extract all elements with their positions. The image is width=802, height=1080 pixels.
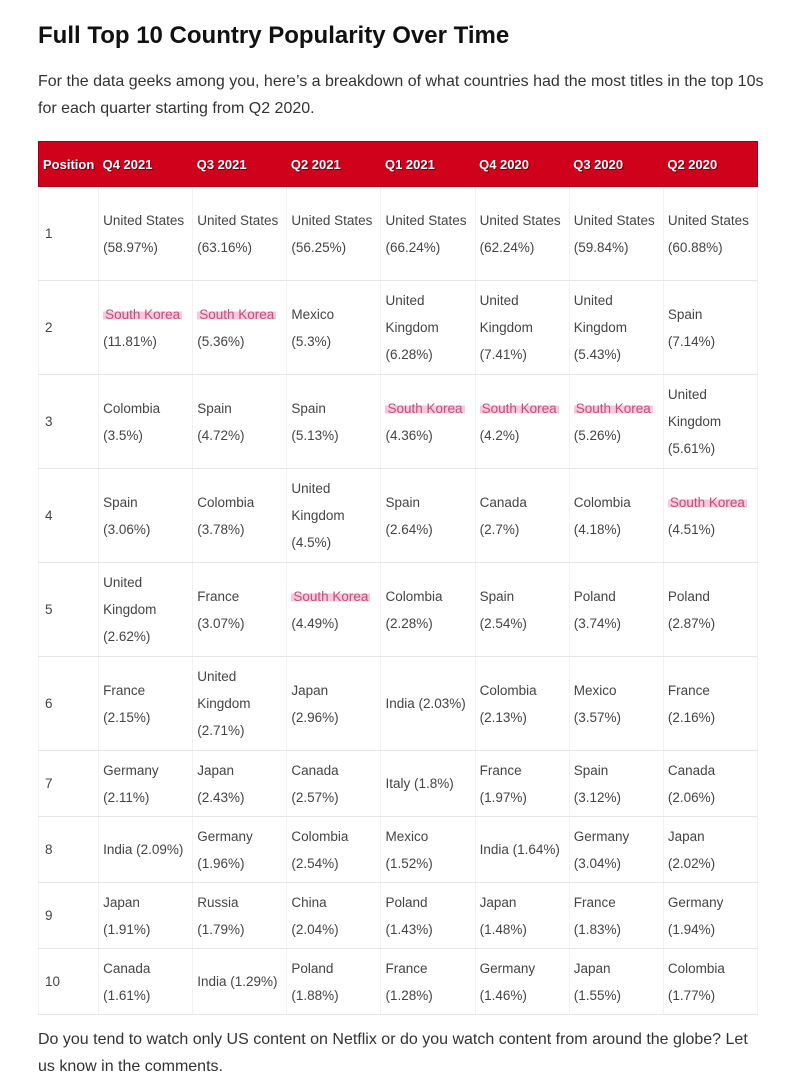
country-percentage: (2.02%) [667, 855, 716, 871]
country-percentage: (1.52%) [385, 855, 433, 871]
country-percentage: (66.24%) [385, 239, 441, 255]
outro-paragraph: Do you tend to watch only US content on Netflix or do you watch content from around the globe? Let us know in the comments. [38, 1031, 748, 1075]
country-percentage: (2.62%) [103, 629, 151, 644]
country-name: India (2.09%) [103, 842, 184, 857]
table-body [39, 187, 758, 1015]
country-name: Colombia [385, 588, 443, 604]
country-percentage: (5.43%) [573, 347, 621, 362]
country-name: France [385, 960, 428, 976]
country-name: Spain [479, 588, 515, 604]
country-cell [193, 469, 287, 563]
highlighted-country-name: South Korea [481, 400, 557, 416]
country-cell [475, 949, 569, 1015]
highlighted-country-name: South Korea [669, 494, 745, 510]
country-cell [193, 281, 287, 375]
country-cell [569, 751, 663, 817]
country-percentage: (4.2%) [479, 427, 520, 443]
country-percentage: (2.71%) [197, 723, 245, 738]
country-name: United Kingdom [103, 575, 157, 617]
country-percentage: (2.96%) [291, 709, 339, 725]
highlighted-country-name: South Korea [199, 306, 275, 322]
country-name: Spain [573, 762, 609, 778]
position-cell: 7 [39, 751, 99, 817]
country-name: Russia [197, 894, 239, 910]
country-percentage: (3.06%) [103, 521, 151, 537]
country-cell [99, 657, 193, 751]
country-name: Colombia [667, 960, 725, 976]
country-cell [287, 883, 381, 949]
country-name: France [103, 682, 146, 698]
country-percentage: (3.74%) [573, 615, 621, 631]
country-cell [287, 187, 381, 281]
country-percentage: (1.91%) [103, 921, 151, 937]
country-percentage: (4.18%) [573, 521, 621, 537]
country-percentage: (2.04%) [291, 921, 339, 937]
country-cell [663, 187, 757, 281]
country-cell [99, 949, 193, 1015]
country-cell [193, 817, 287, 883]
country-cell [99, 563, 193, 657]
country-percentage: (59.84%) [573, 239, 629, 255]
country-percentage: (7.14%) [667, 333, 716, 349]
country-percentage: (7.41%) [479, 347, 527, 362]
country-cell [287, 281, 381, 375]
header-q3-2020: Q3 2020 [569, 142, 663, 187]
country-name: Spain [385, 494, 420, 510]
country-name: United Kingdom [291, 481, 345, 523]
country-percentage: (2.64%) [385, 521, 433, 537]
header-q4-2021: Q4 2021 [99, 142, 193, 187]
country-cell [663, 281, 757, 375]
country-name: Canada [667, 762, 716, 778]
country-percentage: (3.04%) [573, 855, 621, 871]
country-cell [287, 657, 381, 751]
position-cell: 9 [39, 883, 99, 949]
country-percentage: (1.83%) [573, 921, 621, 937]
country-cell [381, 949, 475, 1015]
country-name: Poland [291, 960, 334, 976]
position-cell: 4 [39, 469, 99, 563]
country-percentage: (6.28%) [385, 347, 433, 362]
country-cell [475, 469, 569, 563]
country-name: Colombia [291, 828, 349, 844]
country-percentage: (2.7%) [479, 521, 520, 537]
country-percentage: (3.07%) [197, 615, 245, 631]
country-percentage: (4.72%) [197, 427, 245, 443]
country-name: France [573, 894, 616, 910]
country-percentage: (2.11%) [103, 789, 150, 805]
country-cell [569, 375, 663, 469]
page-title: Full Top 10 Country Popularity Over Time [38, 22, 510, 49]
country-cell [569, 883, 663, 949]
country-percentage: (2.57%) [291, 789, 339, 805]
country-percentage: (4.36%) [385, 427, 433, 443]
position-cell: 6 [39, 657, 99, 751]
country-name: India (2.03%) [385, 696, 466, 711]
country-cell [381, 751, 475, 817]
country-name: Spain [197, 400, 232, 416]
country-cell [663, 883, 757, 949]
table-header-row [39, 142, 758, 187]
country-name: Japan [103, 894, 140, 910]
country-cell [569, 281, 663, 375]
country-percentage: (1.79%) [197, 921, 245, 937]
country-name: Germany [103, 762, 159, 778]
country-cell [193, 563, 287, 657]
country-cell [287, 375, 381, 469]
country-percentage: (11.81%) [103, 333, 157, 349]
country-name: France [479, 762, 522, 778]
country-cell [663, 375, 757, 469]
country-cell [193, 187, 287, 281]
country-cell [99, 281, 193, 375]
country-percentage: (2.28%) [385, 615, 433, 631]
country-percentage: (2.54%) [291, 855, 339, 871]
country-cell [475, 281, 569, 375]
highlighted-country-name: South Korea [387, 400, 463, 416]
country-name: Poland [573, 588, 616, 604]
table-row [39, 817, 758, 883]
country-name: India (1.29%) [197, 974, 278, 989]
country-cell [475, 187, 569, 281]
country-name: United States [197, 212, 279, 228]
country-name: Poland [385, 894, 428, 910]
table-row [39, 281, 758, 375]
country-cell [287, 817, 381, 883]
country-name: Colombia [103, 400, 161, 416]
country-percentage: (1.88%) [291, 987, 339, 1003]
country-cell [193, 657, 287, 751]
country-name: United States [103, 212, 185, 228]
country-percentage: (5.61%) [667, 441, 716, 456]
country-percentage: (62.24%) [479, 239, 535, 255]
country-cell [663, 949, 757, 1015]
country-cell [99, 817, 193, 883]
country-percentage: (1.43%) [385, 921, 433, 937]
table-row [39, 187, 758, 281]
table-row [39, 949, 758, 1015]
country-cell [381, 187, 475, 281]
country-name: Canada [479, 494, 527, 510]
country-name: Mexico [385, 828, 429, 844]
country-cell [663, 817, 757, 883]
country-name: Mexico [573, 682, 617, 698]
country-percentage: (2.06%) [667, 789, 716, 805]
country-cell [99, 187, 193, 281]
country-name: Japan [573, 960, 611, 976]
country-percentage: (1.46%) [479, 987, 527, 1003]
country-cell [475, 751, 569, 817]
country-name: Italy (1.8%) [385, 776, 454, 791]
country-cell [381, 563, 475, 657]
table-row [39, 375, 758, 469]
country-percentage: (1.55%) [573, 987, 621, 1003]
country-percentage: (3.5%) [103, 427, 143, 443]
country-percentage: (2.54%) [479, 615, 527, 631]
country-percentage: (4.51%) [667, 521, 716, 537]
country-cell [381, 657, 475, 751]
header-position: Position [39, 142, 99, 187]
country-name: Spain [667, 306, 703, 322]
country-percentage: (1.94%) [667, 921, 716, 937]
country-percentage: (5.3%) [291, 333, 332, 349]
country-cell [381, 375, 475, 469]
country-cell [99, 751, 193, 817]
country-percentage: (1.96%) [197, 855, 245, 871]
country-name: Japan [291, 682, 329, 698]
table-row [39, 883, 758, 949]
country-name: Germany [573, 828, 630, 844]
highlighted-country-name: South Korea [575, 400, 651, 416]
header-q2-2021: Q2 2021 [287, 142, 381, 187]
country-percentage: (1.97%) [479, 789, 527, 805]
country-cell [663, 657, 757, 751]
country-percentage: (4.5%) [291, 535, 332, 550]
country-name: Canada [291, 762, 339, 778]
country-cell [381, 281, 475, 375]
country-name: United States [667, 212, 749, 228]
country-name: Japan [479, 894, 517, 910]
header-q1-2021: Q1 2021 [381, 142, 475, 187]
country-percentage: (4.49%) [291, 615, 339, 631]
country-percentage: (1.77%) [667, 987, 716, 1003]
country-cell [569, 563, 663, 657]
header-q4-2020: Q4 2020 [475, 142, 569, 187]
country-popularity-table [38, 141, 758, 1015]
country-percentage: (2.43%) [197, 789, 245, 805]
country-cell [663, 469, 757, 563]
country-name: France [667, 682, 710, 698]
country-percentage: (1.28%) [385, 987, 433, 1003]
country-cell [663, 563, 757, 657]
country-percentage: (1.61%) [103, 987, 151, 1003]
country-name: Colombia [573, 494, 631, 510]
table-row [39, 469, 758, 563]
country-cell [663, 751, 757, 817]
country-name: Spain [291, 400, 326, 416]
country-name: Colombia [479, 682, 537, 698]
country-name: United States [385, 212, 467, 228]
country-name: United Kingdom [667, 387, 722, 429]
position-cell: 1 [39, 187, 99, 281]
country-name: Germany [479, 960, 536, 976]
country-percentage: (2.87%) [667, 615, 716, 631]
table-row [39, 657, 758, 751]
country-cell [475, 563, 569, 657]
country-cell [287, 751, 381, 817]
country-name: Colombia [197, 494, 255, 510]
country-cell [193, 949, 287, 1015]
country-cell [287, 563, 381, 657]
country-cell [475, 817, 569, 883]
country-cell [99, 375, 193, 469]
country-name: United Kingdom [197, 669, 251, 711]
country-percentage: (2.15%) [103, 709, 151, 725]
position-cell: 5 [39, 563, 99, 657]
country-percentage: (5.36%) [197, 333, 245, 349]
country-cell [193, 375, 287, 469]
highlighted-country-name: South Korea [105, 306, 181, 322]
country-percentage: (2.13%) [479, 709, 527, 725]
country-name: India (1.64%) [479, 842, 560, 857]
table-row [39, 751, 758, 817]
highlighted-country-name: South Korea [293, 588, 369, 604]
country-percentage: (60.88%) [667, 239, 723, 255]
country-percentage: (2.16%) [667, 709, 716, 725]
country-name: United States [479, 212, 561, 228]
country-cell [569, 469, 663, 563]
country-name: Germany [667, 894, 724, 910]
position-cell: 2 [39, 281, 99, 375]
country-percentage: (3.57%) [573, 709, 621, 725]
position-cell: 3 [39, 375, 99, 469]
country-cell [99, 469, 193, 563]
country-name: United Kingdom [385, 293, 439, 335]
position-cell: 8 [39, 817, 99, 883]
country-percentage: (5.26%) [573, 427, 621, 443]
country-cell [99, 883, 193, 949]
country-cell [381, 469, 475, 563]
country-cell [381, 817, 475, 883]
country-cell [475, 657, 569, 751]
country-name: Canada [103, 960, 151, 976]
country-percentage: (3.12%) [573, 789, 621, 805]
country-percentage: (63.16%) [197, 239, 252, 255]
country-name: Spain [103, 494, 138, 510]
country-cell [381, 883, 475, 949]
header-q3-2021: Q3 2021 [193, 142, 287, 187]
country-cell [569, 187, 663, 281]
country-name: Japan [667, 828, 705, 844]
country-cell [193, 883, 287, 949]
country-cell [569, 657, 663, 751]
country-cell [287, 469, 381, 563]
country-name: United Kingdom [479, 293, 533, 335]
country-cell [193, 751, 287, 817]
country-name: United States [291, 212, 373, 228]
header-q2-2020: Q2 2020 [663, 142, 757, 187]
country-name: United Kingdom [573, 293, 627, 335]
country-name: United States [573, 212, 655, 228]
country-cell [287, 949, 381, 1015]
country-name: Germany [197, 828, 253, 844]
country-name: France [197, 588, 240, 604]
country-percentage: (1.48%) [479, 921, 527, 937]
country-cell [475, 375, 569, 469]
intro-paragraph: For the data geeks among you, here’s a breakdown of what countries had the most titles in the top 10s for each quarter starting from Q2 2020. [38, 73, 764, 117]
country-name: Poland [667, 588, 710, 604]
country-name: China [291, 894, 327, 910]
country-percentage: (3.78%) [197, 521, 245, 537]
country-cell [569, 949, 663, 1015]
country-percentage: (56.25%) [291, 239, 347, 255]
country-cell [569, 817, 663, 883]
position-cell: 10 [39, 949, 99, 1015]
country-cell [475, 883, 569, 949]
table-row [39, 563, 758, 657]
country-percentage: (5.13%) [291, 427, 339, 443]
country-name: Mexico [291, 306, 335, 322]
country-percentage: (58.97%) [103, 239, 158, 255]
country-name: Japan [197, 762, 234, 778]
